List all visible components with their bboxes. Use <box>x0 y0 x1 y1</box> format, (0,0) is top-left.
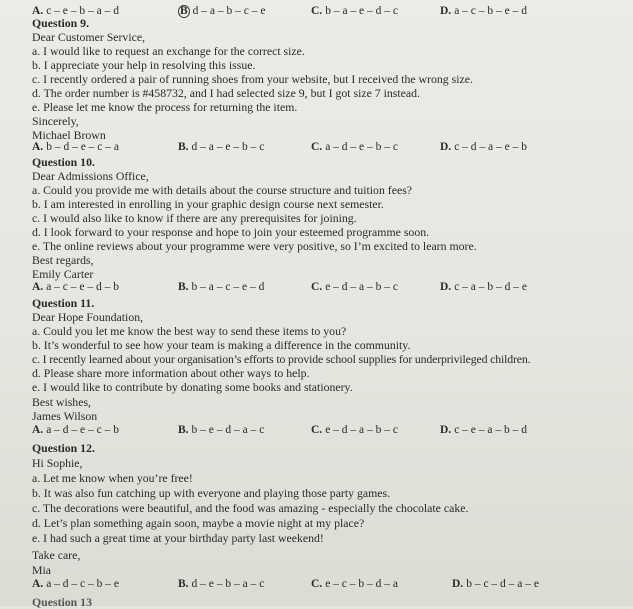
q9-signature: Michael Brown <box>32 128 106 142</box>
q11-option-c: C. e – d – a – b – c <box>311 424 399 436</box>
question-12-title: Question 12. <box>32 441 95 455</box>
q9-closing: Sincerely, <box>32 114 79 128</box>
q10-option-b: B. b – a – c – e – d <box>178 281 265 293</box>
q9-item-b: b. I appreciate your help in resolving this issue. <box>32 58 256 72</box>
q11-item-d: d. Please share more information about other ways to help. <box>32 366 310 380</box>
q11-item-c: c. I recently learned about your organisation’s efforts to provide school supplies for underprivileged children. <box>32 352 531 366</box>
top-option-d: D. a – c – b – e – d <box>440 5 528 17</box>
q12-item-b: b. It was also fun catching up with everyone and playing those party games. <box>32 486 391 500</box>
question-11-title: Question 11. <box>32 296 95 310</box>
q9-greeting: Dear Customer Service, <box>32 30 146 44</box>
q11-closing: Best wishes, <box>32 395 91 409</box>
q12-item-c: c. The decorations were beautiful, and the food was amazing - especially the chocolate cake. <box>32 501 469 515</box>
q9-item-a: a. I would like to request an exchange for the correct size. <box>32 44 305 58</box>
q10-item-d: d. I look forward to your response and hope to join your esteemed programme soon. <box>32 225 430 239</box>
q12-closing: Take care, <box>32 548 81 562</box>
q11-option-b: B. b – e – d – a – c <box>178 424 265 436</box>
q12-option-a: A. a – d – c – b – e <box>32 578 120 590</box>
q10-closing: Best regards, <box>32 253 94 267</box>
q12-greeting: Hi Sophie, <box>32 456 83 470</box>
q12-item-a: a. Let me know when you’re free! <box>32 471 193 485</box>
top-option-a: A. c – e – b – a – d <box>32 5 120 17</box>
q10-option-a: A. a – c – e – d – b <box>32 281 120 293</box>
question-10-title: Question 10. <box>32 155 95 169</box>
q12-option-c: C. e – c – b – d – a <box>311 578 399 590</box>
q11-item-b: b. It’s wonderful to see how your team is making a difference in the community. <box>32 338 411 352</box>
q11-item-e: e. I would like to contribute by donating some books and stationery. <box>32 380 353 394</box>
q11-option-d: D. c – e – a – b – d <box>440 424 528 436</box>
q12-item-e: e. I had such a great time at your birthday party last weekend! <box>32 531 324 545</box>
question-13-title: Question 13 <box>32 595 92 609</box>
q9-option-a: A. b – d – e – c – a <box>32 141 120 153</box>
q10-item-c: c. I would also like to know if there are any prerequisites for joining. <box>32 211 357 225</box>
q10-option-d: D. c – a – b – d – e <box>440 281 528 293</box>
question-9-title: Question 9. <box>32 16 90 30</box>
circled-answer-mark: B <box>180 5 188 17</box>
q10-item-a: a. Could you provide me with details about the course structure and tuition fees? <box>32 183 413 197</box>
q9-option-c: C. a – d – e – b – c <box>311 141 399 153</box>
q12-option-b: B. d – e – b – a – c <box>178 578 265 590</box>
q10-item-e: e. The online reviews about your programme were very positive, so I’m excited to learn more. <box>32 239 477 253</box>
q12-item-d: d. Let’s plan something again soon, maybe a movie night at my place? <box>32 516 365 530</box>
q11-item-a: a. Could you let me know the best way to send these items to you? <box>32 324 347 338</box>
q12-signature: Mia <box>32 563 52 577</box>
q11-greeting: Dear Hope Foundation, <box>32 310 144 324</box>
q10-option-c: C. e – d – a – b – c <box>311 281 399 293</box>
q12-option-d: D. b – c – d – a – e <box>452 578 540 590</box>
q11-signature: James Wilson <box>32 409 98 423</box>
q9-option-b: B. d – a – e – b – c <box>178 141 265 153</box>
top-option-c: C. b – a – e – d – c <box>311 5 399 17</box>
q10-signature: Emily Carter <box>32 267 94 281</box>
q9-item-d: d. The order number is #458732, and I had selected size 9, but I got size 7 instead. <box>32 86 420 100</box>
q10-item-b: b. I am interested in enrolling in your graphic design course next semester. <box>32 197 384 211</box>
top-option-b-circled: B d – a – b – c – e <box>180 5 266 17</box>
q9-item-c: c. I recently ordered a pair of running shoes from your website, but I received the wrong size. <box>32 72 473 86</box>
q9-option-d: D. c – d – a – e – b <box>440 141 528 153</box>
q9-item-e: e. Please let me know the process for returning the item. <box>32 100 298 114</box>
q11-option-a: A. a – d – e – c – b <box>32 424 120 436</box>
q10-greeting: Dear Admissions Office, <box>32 169 149 183</box>
